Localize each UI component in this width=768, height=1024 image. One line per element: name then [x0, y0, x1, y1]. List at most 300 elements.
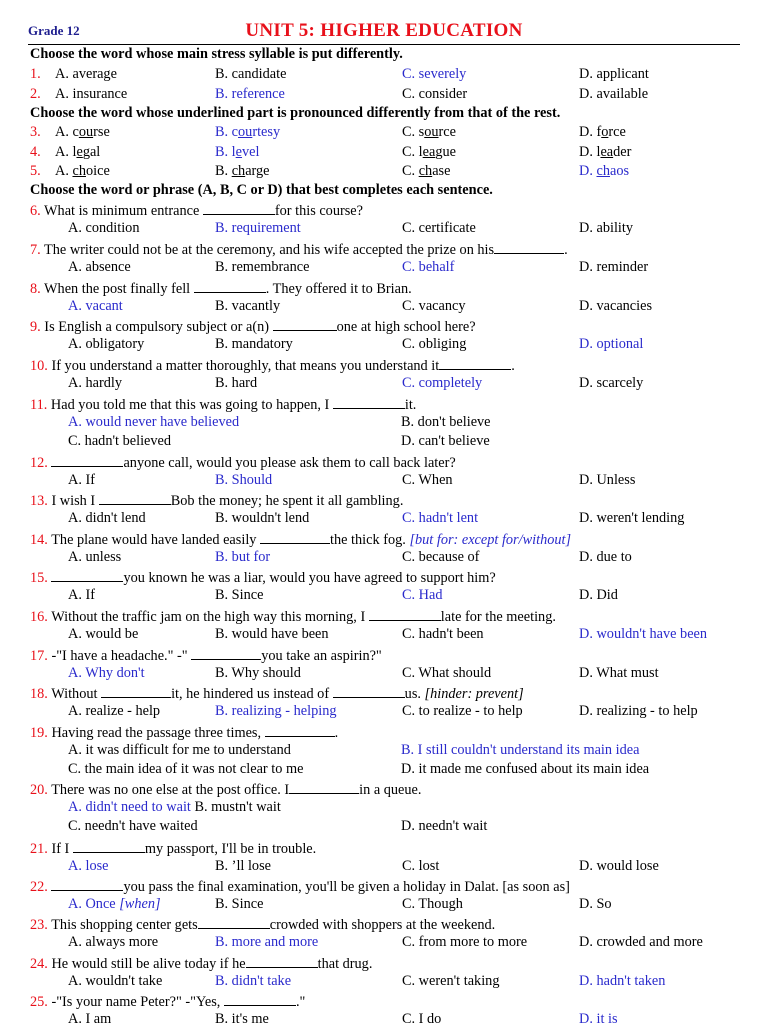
- question-21-stem: [0, 838, 768, 857]
- instruction-row: [0, 104, 768, 123]
- option-c: C. weren't taking: [402, 973, 500, 989]
- option-a: A. average: [55, 66, 117, 82]
- option-text: B.: [215, 163, 232, 179]
- option-a-answer: A. lose: [68, 858, 109, 874]
- option-text: C. l: [402, 144, 423, 160]
- underlined-part: o: [601, 124, 609, 140]
- option-c-answer: C. behalf: [402, 259, 455, 275]
- stem-text: you take an aspirin?": [261, 648, 382, 664]
- option-a: A. If: [68, 587, 95, 603]
- question-text: [30, 838, 316, 859]
- question-number: 14.: [30, 532, 48, 548]
- question-20-stem: [0, 779, 768, 798]
- option-d: D. applicant: [579, 66, 649, 82]
- option-c-answer: C. Had: [402, 587, 443, 603]
- option-c: C. vacancy: [402, 298, 466, 314]
- question-2: [0, 85, 768, 104]
- underlined-part: ea: [600, 144, 614, 160]
- answer-blank: [198, 914, 270, 929]
- answer-blank: [369, 606, 441, 621]
- option-text: rce: [438, 124, 456, 140]
- stem-text: it.: [404, 397, 417, 413]
- question-8-stem: [0, 278, 768, 297]
- option-d: D. What must: [579, 665, 659, 681]
- underlined-part: e: [235, 144, 243, 160]
- question-number: 8.: [30, 281, 41, 297]
- option-text: D. f: [579, 124, 602, 140]
- question-text: [30, 394, 416, 415]
- option-b: B. would have been: [215, 626, 329, 642]
- option-c: [402, 143, 456, 162]
- question-number: 17.: [30, 648, 48, 664]
- question-16-options: [0, 625, 768, 644]
- option-a: A. absence: [68, 259, 131, 275]
- question-number: 6.: [30, 203, 41, 219]
- stem-text: it, he hindered us instead of: [171, 686, 333, 702]
- question-number: 7.: [30, 242, 41, 258]
- option-c-answer: C. hadn't lent: [402, 510, 479, 526]
- option-text: der: [613, 144, 632, 160]
- question-text: [30, 991, 305, 1012]
- option-d: D. weren't lending: [579, 510, 685, 526]
- option-text: D.: [579, 163, 597, 179]
- stem-text: I wish I: [47, 493, 99, 509]
- answer-blank: [333, 683, 405, 698]
- option-a: A. hardly: [68, 375, 122, 391]
- option-a: [55, 123, 110, 142]
- option-d: D. available: [579, 86, 649, 102]
- question-text: [30, 722, 338, 743]
- question-text: [30, 567, 496, 588]
- grade-label: Grade 12: [28, 23, 80, 38]
- question-number: 23.: [30, 917, 48, 933]
- question-text: [30, 683, 524, 704]
- question-text: [30, 355, 515, 376]
- stem-text: for this course?: [274, 203, 363, 219]
- question-18-stem: [0, 683, 768, 702]
- question-15-options: [0, 586, 768, 605]
- option-d: [579, 123, 626, 142]
- instruction-stress: Choose the word whose main stress syllable is put differently.: [30, 46, 403, 62]
- option-c: C. consider: [402, 86, 468, 102]
- question-6-options: [0, 219, 768, 238]
- question-20-options-2: [0, 817, 768, 836]
- stem-text: Without the traffic jam on the high way this morning, I: [47, 609, 369, 625]
- question-9-stem: [0, 316, 768, 335]
- question-23-options: [0, 933, 768, 952]
- question-number: 15.: [30, 570, 48, 586]
- option-text: arge: [245, 163, 270, 179]
- option-b: B. candidate: [215, 66, 287, 82]
- stem-text: .: [564, 242, 568, 258]
- question-number: 10.: [30, 358, 48, 374]
- underlined-part: ch: [596, 163, 610, 179]
- question-text: [30, 645, 382, 666]
- option-c: [402, 123, 456, 142]
- question-number: 16.: [30, 609, 48, 625]
- option-text: A. Once: [68, 896, 120, 912]
- answer-blank: [51, 567, 123, 582]
- option-text: C.: [402, 163, 419, 179]
- answer-blank: [224, 991, 296, 1006]
- option-text: ase: [432, 163, 451, 179]
- question-17-options: [0, 664, 768, 683]
- question-text: [30, 606, 556, 627]
- option-d-answer: D. wouldn't have been: [579, 626, 708, 642]
- option-b: B. Why should: [215, 665, 301, 681]
- stem-text: The writer could not be at the ceremony, and his wife accepted the prize on his: [40, 242, 495, 258]
- option-c: C. I do: [402, 1011, 442, 1024]
- question-1: [0, 65, 768, 84]
- option-text: rse: [93, 124, 110, 140]
- question-text: [30, 779, 421, 800]
- option-b-answer: B. reference: [215, 86, 285, 102]
- option-a-b: [68, 798, 281, 817]
- answer-blank: [289, 779, 359, 794]
- option-text: B. l: [215, 144, 236, 160]
- option-c: C. the main idea of it was not clear to me: [68, 761, 304, 777]
- stem-text: you known he was a liar, would you have agreed to support him?: [123, 570, 496, 586]
- answer-blank: [51, 876, 123, 891]
- answer-blank: [203, 200, 275, 215]
- question-number: 1.: [30, 66, 41, 82]
- underlined-part: ch: [72, 163, 86, 179]
- question-text: [30, 529, 571, 550]
- option-b: [215, 162, 270, 181]
- option-c: C. certificate: [402, 220, 476, 236]
- underlined-part: ou: [238, 124, 253, 140]
- stem-text: He would still be alive today if he: [47, 956, 246, 972]
- option-d: D. due to: [579, 549, 632, 565]
- question-19-options-1: [0, 741, 768, 760]
- underlined-part: ea: [422, 144, 436, 160]
- stem-text: If you understand a matter thoroughly, that means you understand it: [47, 358, 440, 374]
- answer-blank: [191, 645, 261, 660]
- option-text: aos: [609, 163, 630, 179]
- option-b: B. it's me: [215, 1011, 269, 1024]
- question-number: 9.: [30, 319, 41, 335]
- option-d: D. crowded and more: [579, 934, 703, 950]
- question-18-options: [0, 702, 768, 721]
- question-10-options: [0, 374, 768, 393]
- option-text: A.: [55, 163, 73, 179]
- option-c: C. lost: [402, 858, 440, 874]
- option-d-answer: D. hadn't taken: [579, 973, 666, 989]
- stem-text: you pass the final examination, you'll be given a holiday in Dalat. [as soon as]: [123, 879, 570, 895]
- underlined-part: ou: [78, 124, 94, 140]
- option-d: D. realizing - to help: [579, 703, 698, 719]
- option-a: A. would be: [68, 626, 139, 642]
- option-a-answer: A. would never have believed: [68, 414, 240, 430]
- question-text: [30, 490, 403, 511]
- question-14-stem: [0, 529, 768, 548]
- underlined-part: e: [76, 144, 83, 160]
- stem-text: Having read the passage three times,: [47, 725, 265, 741]
- question-12-options: [0, 471, 768, 490]
- stem-text: -"I have a headache." -": [47, 648, 192, 664]
- question-number: 24.: [30, 956, 48, 972]
- option-b: B. Since: [215, 896, 264, 912]
- question-number: 3.: [30, 124, 41, 140]
- question-22-stem: [0, 876, 768, 895]
- option-b: B. mandatory: [215, 336, 293, 352]
- answer-blank: [73, 838, 145, 853]
- option-b: B. wouldn't lend: [215, 510, 310, 526]
- option-a: A. always more: [68, 934, 159, 950]
- option-b: B. vacantly: [215, 298, 281, 314]
- stem-text: anyone call, would you please ask them to call back later?: [123, 455, 456, 471]
- instruction-complete: Choose the word or phrase (A, B, C or D) that best completes each sentence.: [30, 182, 493, 198]
- question-number: 18.: [30, 686, 48, 702]
- option-text: vel: [242, 144, 260, 160]
- stem-text: my passport, I'll be in trouble.: [144, 841, 317, 857]
- stem-text: us.: [404, 686, 425, 702]
- question-3: [0, 123, 768, 142]
- option-a-answer: A. vacant: [68, 298, 123, 314]
- option-b: B. mustn't wait: [190, 799, 281, 815]
- question-number: 25.: [30, 994, 48, 1010]
- option-c-answer: C. severely: [402, 66, 467, 82]
- option-b: B. Since: [215, 587, 264, 603]
- question-9-options: [0, 335, 768, 354]
- answer-blank: [194, 278, 266, 293]
- question-number: 22.: [30, 879, 48, 895]
- option-b-answer: B. I still couldn't understand its main idea: [401, 742, 640, 758]
- stem-text: . They offered it to Brian.: [265, 281, 412, 297]
- question-7-options: [0, 258, 768, 277]
- option-d: D. Unless: [579, 472, 636, 488]
- stem-text: If I: [47, 841, 73, 857]
- option-c-answer: C. completely: [402, 375, 483, 391]
- option-a: A. didn't lend: [68, 510, 146, 526]
- option-c: [402, 162, 450, 181]
- underlined-part: ou: [424, 124, 439, 140]
- question-number: 11.: [30, 397, 48, 413]
- option-d: D. reminder: [579, 259, 649, 275]
- option-b-answer: B. Should: [215, 472, 273, 488]
- answer-blank: [260, 529, 330, 544]
- question-17-stem: [0, 645, 768, 664]
- header: [28, 20, 740, 45]
- question-14-options: [0, 548, 768, 567]
- stem-text: What is minimum entrance: [40, 203, 203, 219]
- answer-blank: [246, 953, 318, 968]
- option-b: B. remembrance: [215, 259, 310, 275]
- answer-blank: [439, 355, 511, 370]
- option-a: A. obligatory: [68, 336, 145, 352]
- question-24-options: [0, 972, 768, 991]
- question-number: 5.: [30, 163, 41, 179]
- stem-text: the thick fog.: [330, 532, 410, 548]
- option-c: C. Though: [402, 896, 463, 912]
- stem-text: Without: [47, 686, 102, 702]
- stem-text: Had you told me that this was going to happen, I: [47, 397, 333, 413]
- question-text: [30, 914, 495, 935]
- grammar-note: [but for: except for/without]: [409, 532, 572, 548]
- option-d-answer: D. it is: [579, 1011, 618, 1024]
- option-d: D. ability: [579, 220, 634, 236]
- stem-text: The plane would have landed easily: [47, 532, 261, 548]
- question-22-options: [0, 895, 768, 914]
- question-11-stem: [0, 394, 768, 413]
- question-number: 19.: [30, 725, 48, 741]
- stem-text: one at high school here?: [336, 319, 476, 335]
- stem-text: There was no one else at the post office. I: [47, 782, 290, 798]
- option-text: B. c: [215, 124, 239, 140]
- option-d: D. it made me confused about its main idea: [401, 761, 650, 777]
- question-number: 13.: [30, 493, 48, 509]
- question-13-stem: [0, 490, 768, 509]
- instruction-row: [0, 181, 768, 200]
- option-d: D. vacancies: [579, 298, 653, 314]
- question-12-stem: [0, 452, 768, 471]
- question-16-stem: [0, 606, 768, 625]
- question-15-stem: [0, 567, 768, 586]
- option-a: A. I am: [68, 1011, 112, 1024]
- stem-text: .": [295, 994, 306, 1010]
- option-a: A. realize - help: [68, 703, 161, 719]
- option-text: A. c: [55, 124, 79, 140]
- underlined-part: ch: [231, 163, 246, 179]
- option-a: A. wouldn't take: [68, 973, 163, 989]
- question-8-options: [0, 297, 768, 316]
- option-text: A. l: [55, 144, 77, 160]
- question-25-stem: [0, 991, 768, 1010]
- question-text: [30, 953, 372, 974]
- option-a: A. it was difficult for me to understand: [68, 742, 291, 758]
- question-19-options-2: [0, 760, 768, 779]
- stem-text: Bob the money; he spent it all gambling.: [170, 493, 404, 509]
- option-a-answer: [68, 895, 161, 914]
- question-text: [30, 876, 570, 897]
- option-b: B. don't believe: [401, 414, 491, 430]
- option-b-answer: B. requirement: [215, 220, 301, 236]
- question-21-options: [0, 857, 768, 876]
- option-text: rce: [608, 124, 626, 140]
- option-a: A. unless: [68, 549, 122, 565]
- option-c: C. to realize - to help: [402, 703, 523, 719]
- option-d: D. scarcely: [579, 375, 644, 391]
- answer-blank: [333, 394, 405, 409]
- option-b-answer: [215, 123, 280, 142]
- question-number: 4.: [30, 144, 41, 160]
- option-text: D. l: [579, 144, 601, 160]
- instruction-pronunciation: Choose the word whose underlined part is pronounced differently from that of the rest.: [30, 105, 561, 121]
- option-text: gue: [435, 144, 457, 160]
- question-text: [30, 200, 363, 221]
- question-11-options-1: [0, 413, 768, 432]
- option-d-answer: D. optional: [579, 336, 644, 352]
- stem-text: in a queue.: [359, 782, 422, 798]
- answer-blank: [51, 452, 123, 467]
- stem-text: crowded with shoppers at the weekend.: [269, 917, 496, 933]
- option-c: C. needn't have waited: [68, 818, 198, 834]
- question-number: 20.: [30, 782, 48, 798]
- option-text: gal: [82, 144, 101, 160]
- question-20-options-1: [0, 798, 768, 817]
- instruction-row: [0, 45, 768, 64]
- option-a: A. If: [68, 472, 95, 488]
- option-text: rtesy: [252, 124, 281, 140]
- question-text: [30, 239, 568, 260]
- option-a: A. condition: [68, 220, 140, 236]
- option-b: B. hard: [215, 375, 258, 391]
- question-4: [0, 143, 768, 162]
- grammar-note: [when]: [119, 896, 161, 912]
- answer-blank: [265, 722, 335, 737]
- question-24-stem: [0, 953, 768, 972]
- question-23-stem: [0, 914, 768, 933]
- question-text: [30, 278, 412, 299]
- option-a: A. insurance: [55, 86, 128, 102]
- stem-text: late for the meeting.: [440, 609, 556, 625]
- option-d: D. needn't wait: [401, 818, 488, 834]
- option-c: C. obliging: [402, 336, 467, 352]
- question-10-stem: [0, 355, 768, 374]
- stem-text: This shopping center gets: [47, 917, 198, 933]
- question-number: 2.: [30, 86, 41, 102]
- question-text: [30, 316, 476, 337]
- stem-text: that drug.: [317, 956, 373, 972]
- option-b-answer: B. but for: [215, 549, 271, 565]
- option-a-answer: A. didn't need to wait: [68, 799, 191, 815]
- option-b-answer: [215, 143, 260, 162]
- stem-text: Is English a compulsory subject or a(n): [40, 319, 273, 335]
- option-text: C. s: [402, 124, 425, 140]
- option-c: C. hadn't been: [402, 626, 484, 642]
- option-b: B. ’ll lose: [215, 858, 271, 874]
- stem-text: .: [334, 725, 339, 741]
- option-d: D. So: [579, 896, 612, 912]
- option-c: C. from more to more: [402, 934, 528, 950]
- answer-blank: [99, 490, 171, 505]
- option-d: D. can't believe: [401, 433, 490, 449]
- stem-text: When the post finally fell: [40, 281, 194, 297]
- question-7-stem: [0, 239, 768, 258]
- option-text: oice: [85, 163, 110, 179]
- question-19-stem: [0, 722, 768, 741]
- question-number: 12.: [30, 455, 48, 471]
- question-11-options-2: [0, 432, 768, 451]
- option-b-answer: B. more and more: [215, 934, 319, 950]
- question-6-stem: [0, 200, 768, 219]
- option-c: C. because of: [402, 549, 480, 565]
- grammar-note: [hinder: prevent]: [424, 686, 524, 702]
- answer-blank: [273, 316, 337, 331]
- option-b-answer: B. realizing - helping: [215, 703, 337, 719]
- option-d: D. Did: [579, 587, 618, 603]
- option-a: [55, 162, 110, 181]
- stem-text: -"Is your name Peter?" -"Yes,: [47, 994, 224, 1010]
- question-13-options: [0, 509, 768, 528]
- question-number: 21.: [30, 841, 48, 857]
- option-a: [55, 143, 100, 162]
- option-a-answer: A. Why don't: [68, 665, 145, 681]
- question-5: [0, 162, 768, 181]
- question-text: [30, 452, 456, 473]
- option-d: D. would lose: [579, 858, 659, 874]
- option-c: C. hadn't believed: [68, 433, 172, 449]
- stem-text: .: [511, 358, 515, 374]
- question-25-options: [0, 1010, 768, 1024]
- option-d-answer: [579, 162, 629, 181]
- answer-blank: [494, 239, 564, 254]
- option-d: [579, 143, 631, 162]
- unit-title: UNIT 5: HIGHER EDUCATION: [245, 20, 523, 41]
- option-c: C. When: [402, 472, 453, 488]
- answer-blank: [101, 683, 171, 698]
- underlined-part: ch: [418, 163, 433, 179]
